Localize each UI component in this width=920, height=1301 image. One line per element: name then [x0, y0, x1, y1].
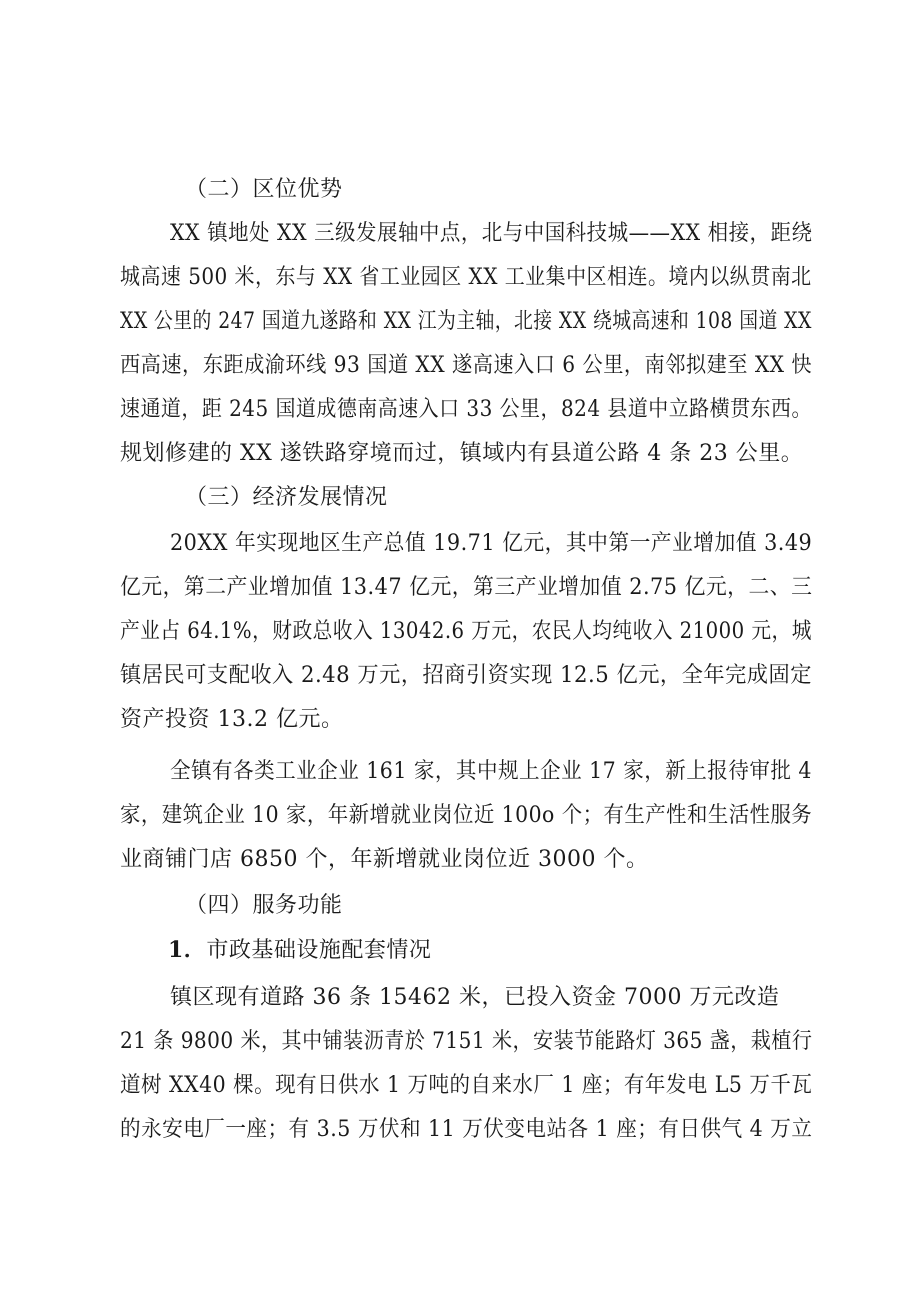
section-heading-services: （四）服务功能 [185, 893, 343, 918]
paragraph-line: 镇区现有道路 36 条 15462 米，已投入资金 7000 万元改造 [170, 985, 780, 1010]
subsection-heading-infrastructure [168, 935, 431, 965]
paragraph-line: 规划修建的 XX 遂铁路穿境而过，镇域内有县道公路 4 条 23 公里。 [120, 441, 804, 466]
section-heading-location: （二）区位优势 [185, 177, 343, 202]
subsection-number: 1． [168, 937, 207, 963]
paragraph-line: 21 条 9800 米，其中铺装沥青於 7151 米，安装节能路灯 365 盏，栽植行 [120, 1029, 813, 1054]
paragraph-line: 的永安电厂一座；有 3.5 万伏和 11 万伏变电站各 1 座；有日供气 4 万立 [120, 1117, 813, 1142]
paragraph-line: 产业占 64.1%，财政总收入 13042.6 万元，农民人均纯收入 21000 元，城 [120, 619, 812, 644]
section-heading-economy: （三）经济发展情况 [185, 485, 388, 510]
paragraph-line: 镇居民可支配收入 2.48 万元，招商引资实现 12.5 亿元，全年完成固定 [120, 663, 812, 688]
paragraph-line: 速通道，距 245 国道成德南高速入口 33 公里，824 县道中立路横贯东西。 [120, 397, 812, 422]
paragraph-line: XX 镇地处 XX 三级发展轴中点，北与中国科技城——XX 相接，距绕 [170, 221, 813, 246]
paragraph-line: 20XX 年实现地区生产总值 19.71 亿元，其中第一产业增加值 3.49 [170, 531, 813, 556]
paragraph-line: 亿元，第二产业增加值 13.47 亿元，第三产业增加值 2.75 亿元，二、三 [120, 575, 813, 600]
subsection-title: 市政基础设施配套情况 [206, 938, 432, 963]
paragraph-line: 西高速，东距成渝环线 93 国道 XX 遂高速入口 6 公里，南邻拟建至 XX 快 [120, 353, 813, 378]
paragraph-line: 资产投资 13.2 亿元。 [120, 707, 344, 732]
paragraph-line: 道树 XX40 棵。现有日供水 1 万吨的自来水厂 1 座；有年发电 L5 万千瓦 [120, 1073, 813, 1098]
paragraph-line: 家，建筑企业 10 家，年新增就业岗位近 100o 个；有生产性和生活性服务 [120, 803, 813, 828]
paragraph-line: 业商铺门店 6850 个，年新增就业岗位近 3000 个。 [120, 847, 649, 872]
paragraph-line: XX 公里的 247 国道九遂路和 XX 江为主轴，北接 XX 绕城高速和 108 国道 XX [120, 309, 812, 334]
paragraph-line: 全镇有各类工业企业 161 家，其中规上企业 17 家，新上报待审批 4 [170, 759, 812, 784]
paragraph-line: 城高速 500 米，东与 XX 省工业园区 XX 工业集中区相连。境内以纵贯南北 [120, 265, 812, 290]
